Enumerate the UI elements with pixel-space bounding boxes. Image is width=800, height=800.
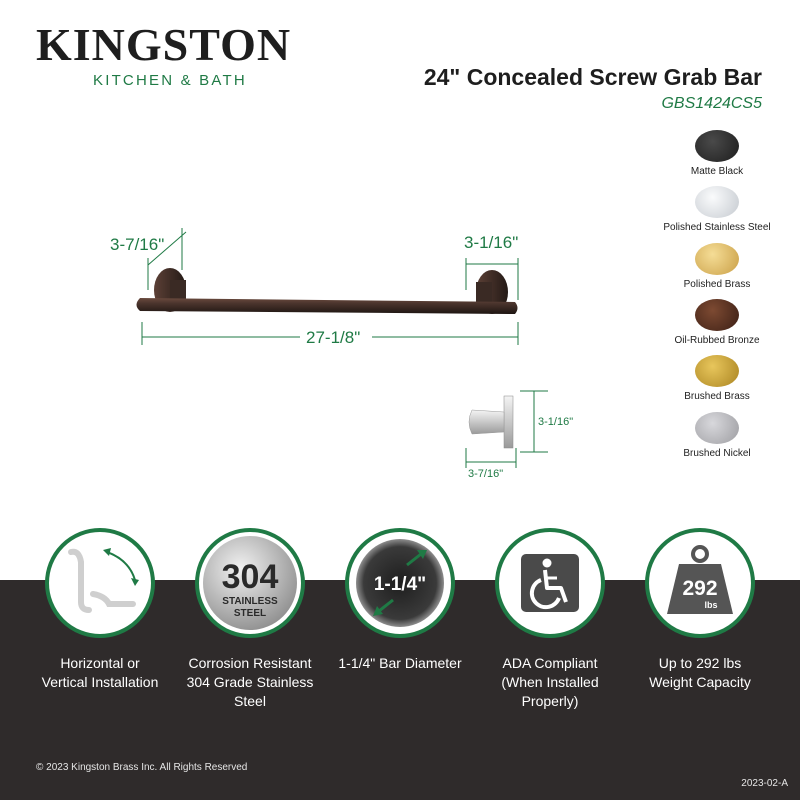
weight-icon [645, 528, 755, 638]
feature-label: 1-1/4" Bar Diameter [338, 655, 462, 671]
side-height-dimension: 3-1/16" [538, 416, 574, 428]
finish-chip [695, 412, 739, 444]
bar-tube [137, 298, 518, 314]
feature-stainless-steel [170, 528, 330, 711]
finish-label: Polished Stainless Steel [663, 222, 771, 233]
feature-label: Horizontal or Vertical Installation [41, 655, 159, 690]
copyright: © 2023 Kingston Brass Inc. All Rights Reserved [36, 762, 248, 773]
flange-left-dimension: 3-7/16" [110, 235, 165, 254]
finish-label: Polished Brass [683, 279, 751, 290]
finish-chip [695, 130, 739, 162]
flange-right-dimension: 3-1/16" [464, 233, 519, 252]
brand-subtitle: KITCHEN & BATH [93, 72, 247, 89]
finish-label: Brushed Nickel [683, 448, 751, 459]
finish-swatch-polished-stainless-steel[interactable] [652, 186, 782, 233]
grab-bar-front-view [137, 268, 518, 314]
feature-label: Corrosion Resistant 304 Grade Stainless Steel [186, 655, 314, 709]
finish-chip [695, 299, 739, 331]
finish-label: Brushed Brass [684, 391, 750, 402]
finish-swatch-brushed-brass[interactable] [652, 355, 782, 402]
finish-chip [695, 355, 739, 387]
finish-label: Matte Black [690, 166, 744, 177]
finish-label: Oil-Rubbed Bronze [674, 335, 760, 346]
product-title: 24" Concealed Screw Grab Bar [423, 64, 762, 90]
badge-text-2: STEEL [233, 608, 267, 619]
model-number: GBS1424CS5 [661, 95, 762, 112]
feature-bar-diameter [320, 528, 480, 673]
badge-number: 304 [221, 558, 279, 596]
finish-swatch-matte-black[interactable] [652, 130, 782, 177]
finish-swatch-oil-rubbed-bronze[interactable] [652, 299, 782, 346]
feature-installation [20, 528, 180, 692]
badge-text-1: STAINLESS [222, 596, 278, 607]
stainless-steel-badge-icon [195, 528, 305, 638]
finish-swatch-brushed-nickel[interactable] [652, 412, 782, 459]
brand-name: KINGSTON [36, 19, 292, 70]
document-code: 2023-02-A [741, 778, 788, 789]
overall-length-dimension: 27-1/8" [306, 328, 361, 347]
feature-ada [470, 528, 630, 711]
grab-bar-side-view [469, 396, 513, 448]
feature-label: Up to 292 lbs Weight Capacity [649, 655, 751, 690]
finish-chip [695, 186, 739, 218]
feature-weight-capacity [620, 528, 780, 692]
badge-unit: lbs [704, 600, 718, 610]
finish-chip [695, 243, 739, 275]
wheelchair-icon [495, 528, 605, 638]
badge-number: 292 [682, 577, 718, 600]
badge-text: 1-1/4" [373, 574, 427, 595]
feature-label: ADA Compliant (When Installed Properly) [501, 655, 599, 709]
installation-icon [45, 528, 155, 638]
bar-diameter-icon [345, 528, 455, 638]
finish-swatch-polished-brass[interactable] [652, 243, 782, 290]
side-projection-dimension: 3-7/16" [468, 468, 504, 480]
